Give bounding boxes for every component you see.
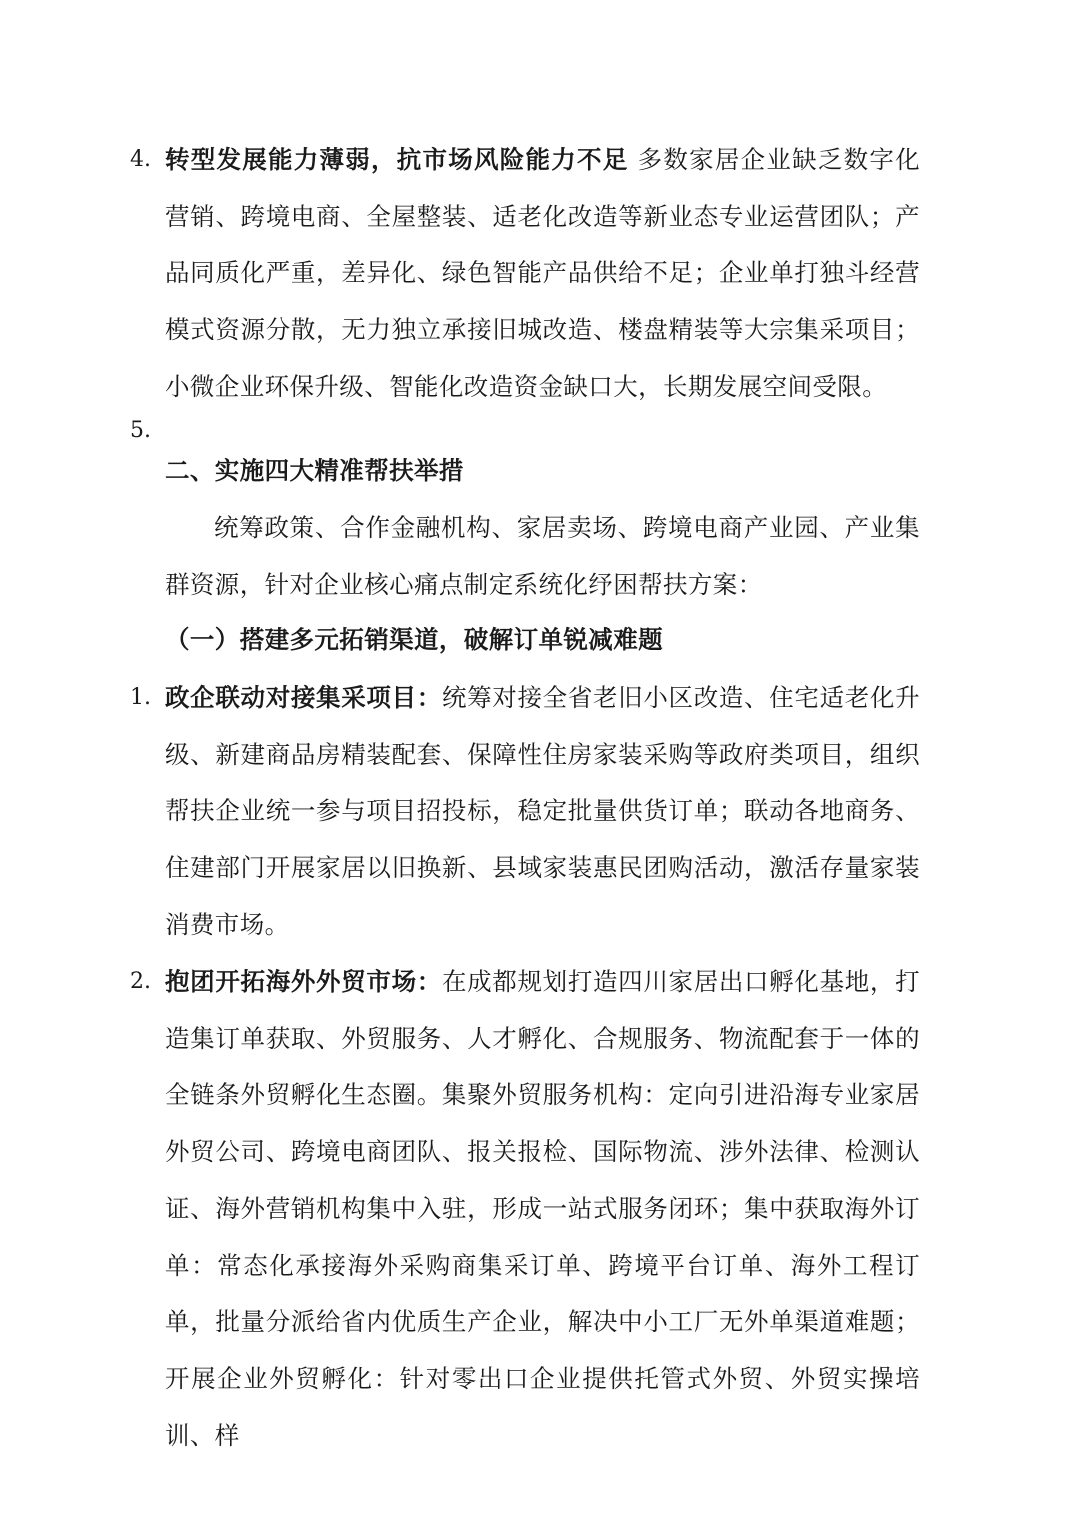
subsection-heading: （一）搭建多元拓销渠道，破解订单锐减难题 <box>165 625 663 654</box>
measure-body <box>165 954 920 1464</box>
measure-text: 在成都规划打造四川家居出口孵化基地，打造集订单获取、外贸服务、人才孵化、合规服务、物流配套于一体的全链条外贸孵化生态圈。集聚外贸服务机构：定向引进沿海专业家居外贸公司、跨境电商团队、报关报检、国际物流、涉外法律、检测认证、海外营销机构集中入驻，形成一站式服务闭环；集中获取海外订单：常态化承接海外采购商集采订单、跨境平台订单、海外工程订单，批量分派给省内优质生产企业，解决中小工厂无外单渠道难题；开展企业外贸孵化：针对零出口企业提供托管式外贸、外贸实操培训、样 <box>165 967 920 1450</box>
list-item-lead: 转型发展能力薄弱，抗市场风险能力不足 <box>165 145 629 174</box>
list-item-body <box>165 132 920 416</box>
list-number: 5. <box>130 418 151 443</box>
measure-lead: 政企联动对接集采项目： <box>165 683 442 712</box>
list-number: 4. <box>130 147 151 172</box>
measure-body <box>165 670 920 954</box>
intro-paragraph: 统筹政策、合作金融机构、家居卖场、跨境电商产业园、产业集群资源，针对企业核心痛点制定系统化纾困帮扶方案： <box>165 513 920 599</box>
list-item-text: 多数家居企业缺乏数字化营销、跨境电商、全屋整装、适老化改造等新业态专业运营团队；产品同质化严重，差异化、绿色智能产品供给不足；企业单打独斗经营模式资源分散，无力独立承接旧城改造、楼盘精装等大宗集采项目；小微企业环保升级、智能化改造资金缺口大，长期发展空间受限。 <box>165 145 920 401</box>
measure-item-2 <box>130 954 920 1464</box>
measure-text: 统筹对接全省老旧小区改造、住宅适老化升级、新建商品房精装配套、保障性住房家装采购等政府类项目，组织帮扶企业统一参与项目招投标，稳定批量供货订单；联动各地商务、住建部门开展家居以旧换新、县域家装惠民团购活动，激活存量家装消费市场。 <box>165 683 920 939</box>
measure-lead: 抱团开拓海外外贸市场： <box>165 967 442 996</box>
list-number: 1. <box>130 685 151 710</box>
list-number: 2. <box>130 969 151 994</box>
section-heading: 二、实施四大精准帮扶举措 <box>165 456 464 485</box>
list-item-4 <box>130 132 920 416</box>
measure-item-1 <box>130 670 920 954</box>
